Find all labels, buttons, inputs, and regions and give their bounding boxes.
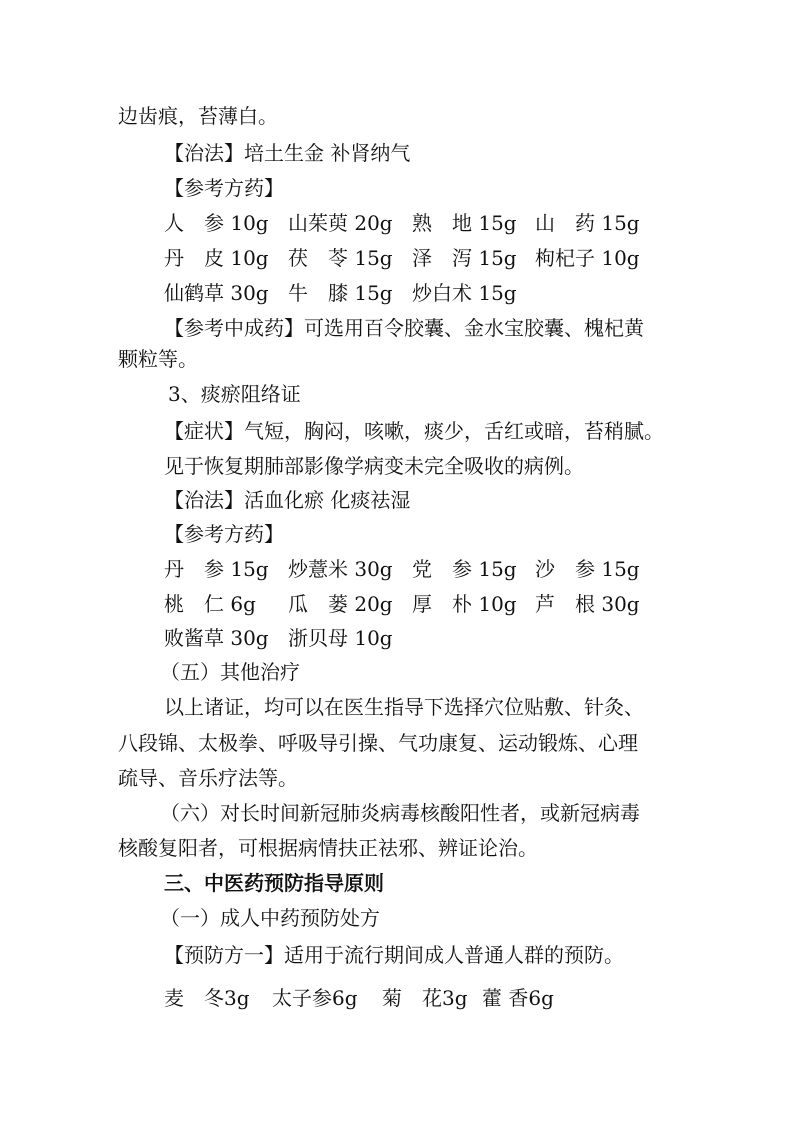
text-line: 疏导、音乐疗法等。 [118,766,298,790]
text-line: 核酸复阳者，可根据病情扶正祛邪、辨证论治。 [118,836,538,860]
text-line: 见于恢复期肺部影像学病变未完全吸收的病例。 [164,454,584,478]
herb-item: 党 参 15g [412,557,517,581]
herb-item: 山 药 15g [535,211,640,235]
herb-item: 沙 参 15g [535,557,640,581]
text-line: 颗粒等。 [118,347,198,371]
herb-item: 瓜 蒌 20g [288,592,393,616]
herb-item: 仙鹤草 30g [164,281,269,305]
text-line: 【症状】气短，胸闷，咳嗽，痰少，舌红或暗，苔稍腻。 [164,419,664,443]
herb-item: 炒白术 15g [412,281,517,305]
chapter-heading: 三、中医药预防指导原则 [164,871,384,895]
text-line: 【治法】活血化瘀 化痰祛湿 [164,488,411,512]
herb-item: 败酱草 30g [164,626,269,650]
herb-item: 枸杞子 10g [535,246,640,270]
herb-item: 人 参 10g [164,211,269,235]
text-line: 【预防方一】适用于流行期间成人普通人群的预防。 [164,943,624,967]
text-line: 【治法】培土生金 补肾纳气 [164,141,411,165]
herb-item: 丹 皮 10g [164,246,269,270]
section-heading: 【参考方药】 [164,522,284,546]
text-line: （六）对长时间新冠肺炎病毒核酸阳性者，或新冠病毒 [160,801,640,825]
herb-item: 浙贝母 10g [288,626,393,650]
section-heading: 3、痰瘀阻络证 [168,382,301,406]
herb-item: 太子参6g [272,986,358,1010]
text-line: 八段锦、太极拳、呼吸导引操、气功康复、运动锻炼、心理 [118,731,638,755]
herb-item: 泽 泻 15g [412,246,517,270]
herb-item: 芦 根 30g [535,592,640,616]
herb-item: 厚 朴 10g [412,592,517,616]
text-line: 以上诸证，均可以在医生指导下选择穴位贴敷、针灸、 [164,695,644,719]
herb-item: 牛 膝 15g [288,281,393,305]
herb-item: 熟 地 15g [412,211,517,235]
section-heading: （一）成人中药预防处方 [160,906,380,930]
herb-item: 茯 苓 15g [288,246,393,270]
herb-item: 山茱萸 20g [288,211,393,235]
section-heading: 【参考方药】 [164,176,284,200]
herb-item: 丹 参 15g [164,557,269,581]
herb-item: 菊 花3g [382,986,468,1010]
herb-item: 炒薏米 30g [288,557,393,581]
herb-item: 桃 仁 6g [164,592,256,616]
herb-item: 麦 冬3g [164,986,250,1010]
text-line: 【参考中成药】可选用百令胶囊、金水宝胶囊、槐杞黄 [164,316,644,340]
section-heading: （五）其他治疗 [160,660,300,684]
herb-item: 藿 香6g [482,986,554,1010]
text-line: 边齿痕，苔薄白。 [118,104,278,128]
